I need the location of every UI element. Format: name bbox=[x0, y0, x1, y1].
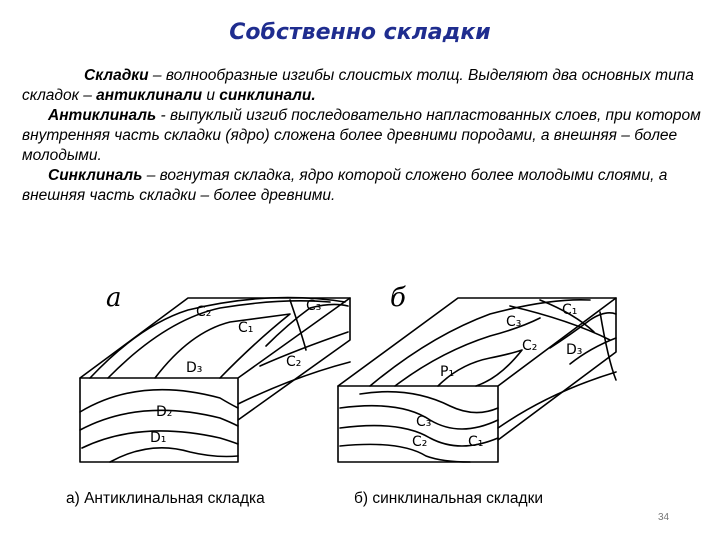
layer-a-c1: C₁ bbox=[238, 320, 254, 336]
layer-b-c3: C₃ bbox=[506, 314, 522, 330]
layer-b-c1: C₁ bbox=[562, 302, 578, 318]
layer-a-c2-side: C₂ bbox=[286, 354, 302, 370]
layer-a-d2: D₂ bbox=[156, 404, 173, 420]
fold-diagrams bbox=[70, 280, 630, 480]
caption-syncline: б) синклинальная складки bbox=[354, 490, 544, 507]
syncline-block bbox=[338, 283, 616, 462]
label-a: а bbox=[106, 283, 122, 313]
definitions-text bbox=[22, 66, 706, 206]
layer-b-d3: D₃ bbox=[566, 342, 583, 358]
layer-a-c3: C₃ bbox=[306, 298, 322, 314]
anticline-definition bbox=[22, 106, 706, 166]
anticline-text: - выпуклый изгиб последовательно напластованных слоев, при котором внутренняя часть складки (ядро) сложена более древними породами, а внешняя – более молодыми. bbox=[22, 107, 701, 164]
page-number: 34 bbox=[658, 512, 670, 523]
caption-anticline: а) Антиклинальная складка bbox=[66, 490, 265, 507]
conjunction: и bbox=[202, 87, 220, 104]
layer-a-d3: D₃ bbox=[186, 360, 203, 376]
layer-b-c2-front: C₂ bbox=[412, 434, 428, 450]
term-syncline: Синклиналь bbox=[48, 167, 143, 184]
term-syncline-ref: синклинали. bbox=[219, 87, 316, 104]
layer-b-c2: C₂ bbox=[522, 338, 538, 354]
slide-title: Собственно складки bbox=[229, 20, 491, 45]
layer-b-p1: P₁ bbox=[440, 364, 455, 380]
anticline-block bbox=[80, 283, 350, 462]
folds-definition bbox=[22, 66, 706, 106]
syncline-text: – вогнутая складка, ядро которой сложено более молодыми слоями, а внешняя часть складки – более древними. bbox=[22, 167, 668, 204]
layer-b-c1-front: C₁ bbox=[468, 434, 484, 450]
layer-b-c3-front: C₃ bbox=[416, 414, 432, 430]
folds-text: – волнообразные изгибы слоистых толщ. Выделяют два основных типа складок – bbox=[22, 67, 694, 104]
term-anticline-ref: антиклинали bbox=[96, 87, 203, 104]
term-anticline: Антиклиналь bbox=[48, 107, 157, 124]
layer-a-d1: D₁ bbox=[150, 430, 167, 446]
syncline-definition bbox=[22, 166, 706, 206]
layer-a-c2: C₂ bbox=[196, 304, 212, 320]
label-b: б bbox=[390, 283, 406, 313]
term-folds: Складки bbox=[84, 67, 149, 84]
